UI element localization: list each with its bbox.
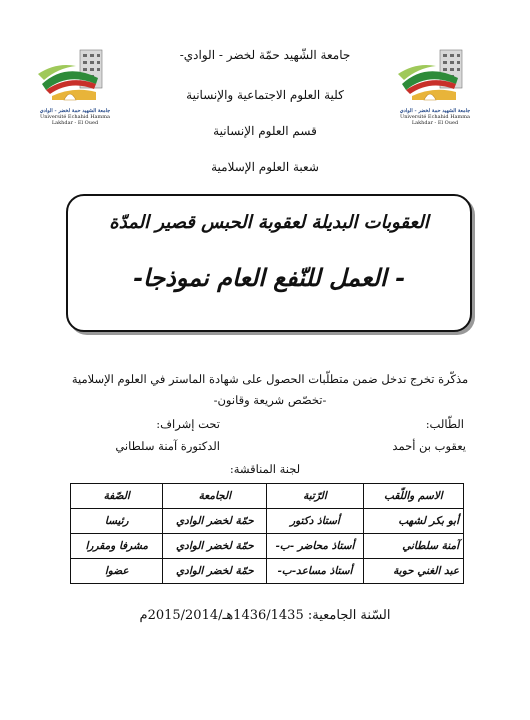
university-emblem-icon [36, 44, 114, 116]
member-name: عبد الغني حوبة [363, 559, 463, 584]
student-name: يعقوب بن أحمد [392, 439, 466, 453]
branch-name: شعبة العلوم الإسلامية [211, 160, 319, 174]
member-university: حمّة لخضر الوادي [163, 534, 267, 559]
logo-caption-french: Université Echahid Hamma Lakhdar - El Oued [400, 114, 470, 126]
header-rank: الرّتبة [267, 484, 364, 509]
university-name: جامعة الشّهيد حمّة لخضر - الوادي- [179, 48, 351, 62]
university-logo-right [396, 44, 474, 126]
university-emblem-icon [396, 44, 474, 116]
member-role: مشرفا ومقررا [71, 534, 163, 559]
supervisor-label: تحت إشراف: [156, 417, 220, 431]
department-name: قسم العلوم الإنسانية [213, 124, 317, 138]
academic-year: السّنة الجامعية: 1436/1435هـ/2015/2014م [139, 608, 391, 623]
member-rank: أستاذ مساعد-ب- [267, 559, 364, 584]
member-name: آمنة سلطاني [363, 534, 463, 559]
logo-caption-french: Université Echahid Hamma Lakhdar - El Oued [40, 114, 110, 126]
university-logo-left [36, 44, 114, 126]
member-rank: أستاذ محاضر -ب- [267, 534, 364, 559]
faculty-name: كلية العلوم الاجتماعية والإنسانية [186, 88, 344, 102]
logo-caption-arabic: جامعة الشهيد حمة لخضر - الوادي [39, 108, 111, 114]
header-name: الاسم واللّقب [363, 484, 463, 509]
committee-label: لجنة المناقشة: [229, 462, 301, 476]
thesis-title: العقوبات البديلة لعقوبة الحبس قصير المدّة [109, 212, 429, 233]
table-header-row [71, 484, 464, 509]
committee-table [70, 483, 464, 584]
member-university: حمّة لخضر الوادي [163, 559, 267, 584]
title-box [66, 194, 472, 332]
supervisor-name: الدكتورة آمنة سلطاني [115, 439, 220, 453]
header-role: الصّفة [71, 484, 163, 509]
member-university: حمّة لخضر الوادي [163, 509, 267, 534]
header-university: الجامعة [163, 484, 267, 509]
table-row [71, 559, 464, 584]
thesis-specialty: -تخصّص شريعة وقانون- [213, 393, 327, 407]
thesis-subtitle: - العمل للنّفع العام نموذجا- [133, 263, 405, 292]
member-rank: أستاذ دكتور [267, 509, 364, 534]
logo-caption-arabic: جامعة الشهيد حمة لخضر - الوادي [399, 108, 471, 114]
thesis-description: مذكّرة تخرج تدخل ضمن متطلّبات الحصول على شهادة الماستر في العلوم الإسلامية [71, 372, 469, 386]
table-row [71, 509, 464, 534]
member-role: عضوا [71, 559, 163, 584]
student-label: الطّالب: [425, 417, 464, 431]
member-role: رئيسا [71, 509, 163, 534]
member-name: أبو بكر لشهب [363, 509, 463, 534]
table-row [71, 534, 464, 559]
